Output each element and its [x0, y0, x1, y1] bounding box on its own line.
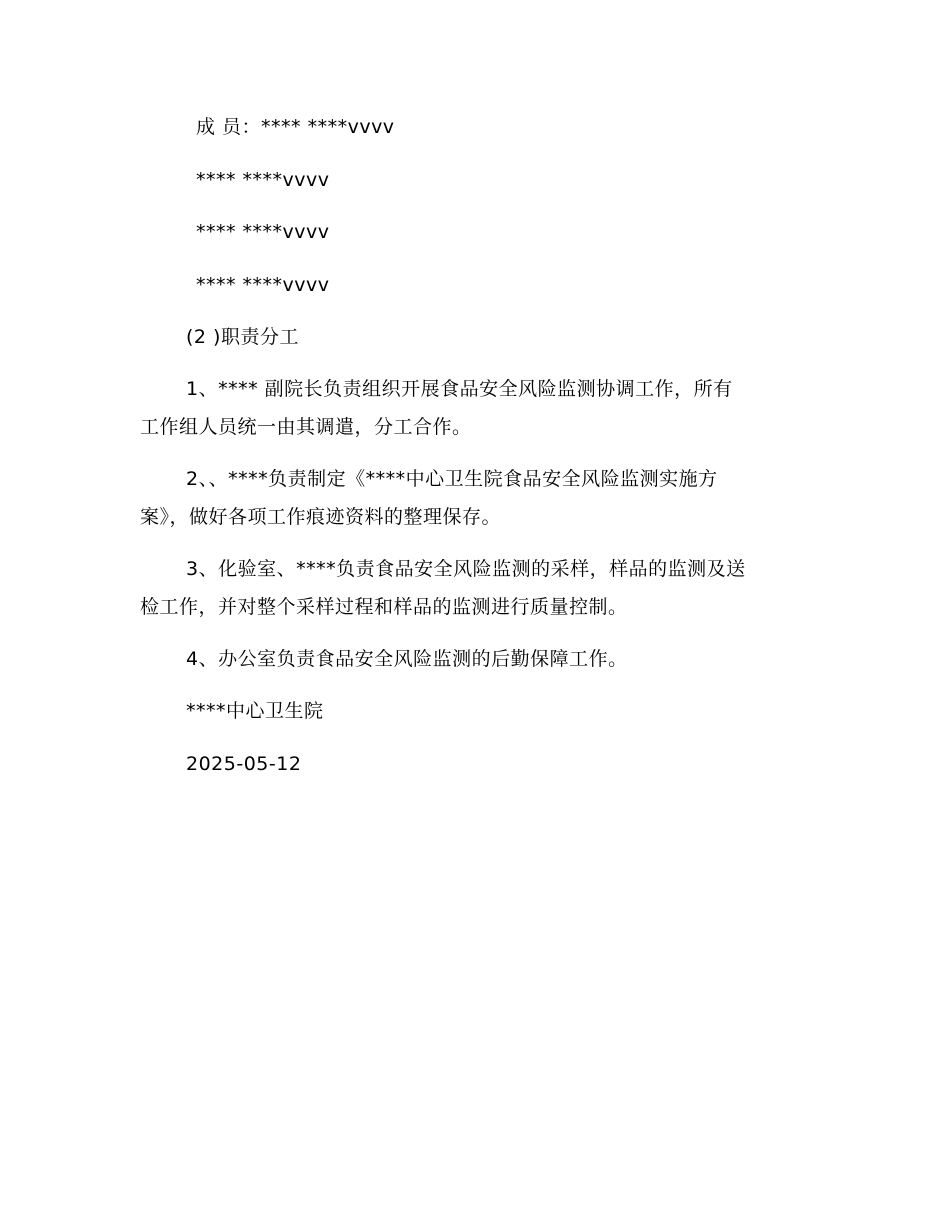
item-4-line-1: 4、办公室负责食品安全风险监测的后勤保障工作。 — [186, 648, 628, 670]
item-1-line-1: 1、**** 副院长负责组织开展食品安全风险监测协调工作，所有 — [186, 378, 733, 400]
members-line-2: **** ****vvvv — [196, 169, 330, 191]
item-3-line-2: 检工作，并对整个采样过程和样品的监测进行质量控制。 — [140, 596, 628, 618]
item-3-line-1: 3、化验室、****负责食品安全风险监测的采样，样品的监测及送 — [186, 558, 746, 580]
signature-organization: ****中心卫生院 — [186, 700, 324, 722]
members-line-4: **** ****vvvv — [196, 274, 330, 296]
item-2-line-1: 2、、****负责制定《****中心卫生院食品安全风险监测实施方 — [186, 468, 718, 490]
members-line-3: **** ****vvvv — [196, 221, 330, 243]
item-1-line-2: 工作组人员统一由其调遣，分工合作。 — [140, 416, 472, 438]
section-heading: (2 )职责分工 — [186, 326, 299, 348]
members-line-1: 成 员：**** ****vvvv — [196, 116, 395, 138]
item-2-line-2: 案》，做好各项工作痕迹资料的整理保存。 — [140, 506, 502, 528]
signature-date: 2025-05-12 — [186, 753, 302, 775]
